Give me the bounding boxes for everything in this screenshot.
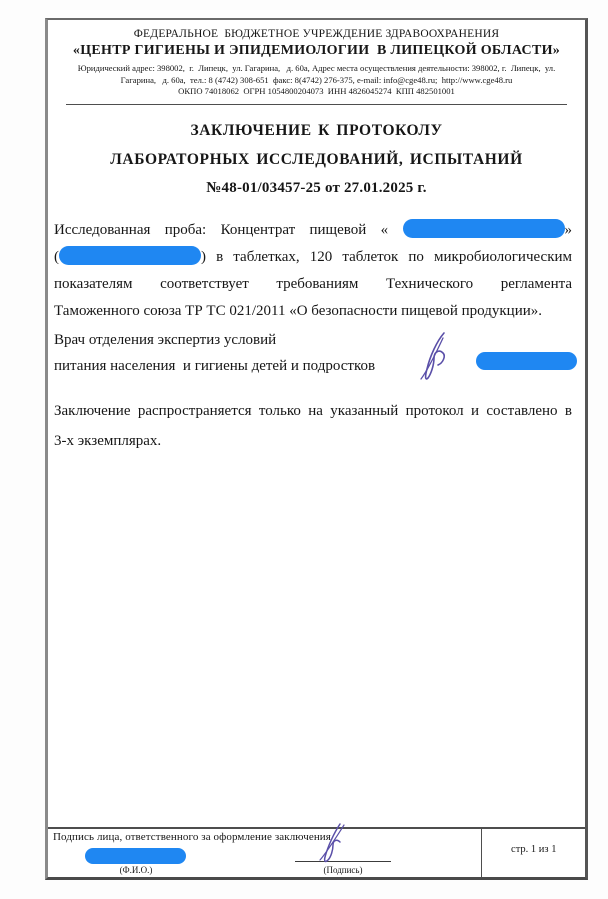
page-number-cell [483, 829, 586, 877]
paragraph-line-2 [54, 244, 572, 271]
footer-signature-table [48, 827, 585, 877]
org-address-line-2: Гагарина, д. 60а, тел.: 8 (4742) 308-651 факс: 8(4742) 276-375, e-mail: info@cge48.ru; http://www.cge48.ru [120, 74, 513, 85]
doctor-title-line-2: питания населения и гигиены детей и подростков [54, 358, 376, 374]
org-type-line: ФЕДЕРАЛЬНОЕ БЮДЖЕТНОЕ УЧРЕЖДЕНИЕ ЗДРАВООХРАНЕНИЯ [133, 28, 500, 40]
paragraph-line-2-text: ) в таблетках, 120 таблеток по микробиологическим [201, 249, 572, 265]
org-address-line-1: Юридический адрес: 398002, г. Липецк, ул. Гагарина, д. 60а, Адрес места осуществления деятельности: 398002, г. Липецк, ул. [77, 63, 556, 73]
paragraph-line-1-close-quote: » [564, 222, 572, 238]
doctor-title-line-1: Врач отделения экспертиз условий [54, 332, 277, 348]
paragraph-line-4: Таможенного союза ТР ТС 021/2011 «О безопасности пищевой продукции». [54, 303, 542, 319]
org-name-line: «ЦЕНТР ГИГИЕНЫ И ЭПИДЕМИОЛОГИИ В ЛИПЕЦКОЙ ОБЛАСТИ» [72, 43, 561, 58]
footer-caption: Подпись лица, ответственного за оформление заключения [53, 831, 331, 843]
paragraph-line-2-open-paren: ( [54, 249, 59, 265]
footer-signature-cell [48, 829, 482, 877]
org-header [48, 28, 585, 98]
redaction-pill-product-name [403, 219, 565, 238]
paragraph-line-1-text: Исследованная проба: Концентрат пищевой « [54, 222, 389, 238]
paragraph-line-3: показателям соответствует требованиям Технического регламента [54, 276, 572, 292]
org-codes-line: ОКПО 74018062 ОГРН 1054800204073 ИНН 4826045274 КПП 482501001 [178, 86, 455, 96]
document-page [45, 18, 588, 880]
title-line-1: ЗАКЛЮЧЕНИЕ К ПРОТОКОЛУ [190, 122, 443, 139]
page-number: стр. 1 из 1 [511, 844, 557, 855]
signature-label: (Подпись) [323, 865, 363, 875]
title-line-2: ЛАБОРАТОРНЫХ ИССЛЕДОВАНИЙ, ИСПЫТАНИЙ [110, 151, 523, 168]
conclusion-paragraph [54, 217, 572, 325]
doctor-handwritten-signature [417, 329, 453, 383]
paragraph-line-1 [54, 217, 572, 244]
header-separator [66, 104, 567, 105]
doctor-signature-block [54, 327, 572, 397]
redaction-pill-responsible-name [85, 848, 186, 864]
footer-handwritten-signature [310, 819, 360, 863]
document-title [48, 116, 585, 203]
redaction-pill-doctor-name [476, 352, 577, 370]
note-line-2: 3-х экземплярах. [54, 433, 162, 449]
protocol-number-line: №48-01/03457-25 от 27.01.2025 г. [206, 180, 427, 196]
note-paragraph [54, 396, 572, 456]
fio-label: (Ф.И.О.) [119, 865, 153, 875]
note-line-1: Заключение распространяется только на указанный протокол и составлено в [54, 403, 572, 419]
redaction-pill-product-alt-name [59, 246, 201, 265]
